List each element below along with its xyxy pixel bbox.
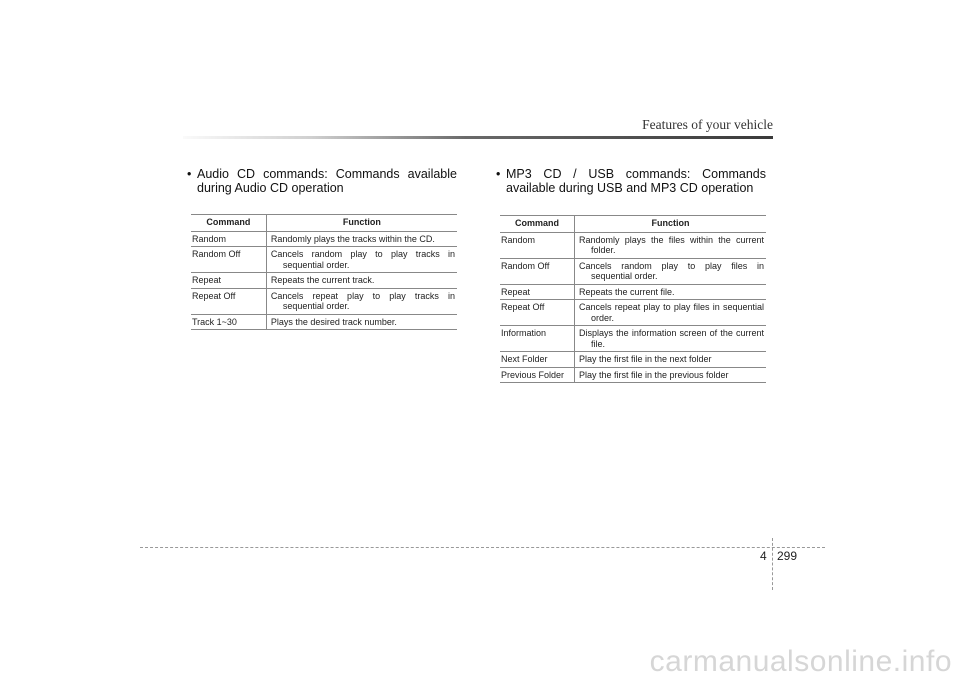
bullet-icon: • xyxy=(496,167,501,181)
audio-cd-commands-table xyxy=(191,214,457,330)
table-row xyxy=(500,232,766,258)
function-cell: Play the first file in the previous folder xyxy=(574,367,766,383)
function-cell: Repeats the current track. xyxy=(266,273,457,289)
command-cell: Random Off xyxy=(500,258,574,284)
command-cell: Repeat Off xyxy=(500,300,574,326)
command-cell: Track 1~30 xyxy=(191,314,266,330)
function-cell: Cancels random play to play files in sequential order. xyxy=(574,258,766,284)
right-column xyxy=(492,167,766,383)
command-cell: Random xyxy=(500,232,574,258)
column-header-function: Function xyxy=(266,215,457,232)
command-cell: Repeat xyxy=(500,284,574,300)
table-row xyxy=(191,231,457,247)
table-row xyxy=(500,300,766,326)
function-cell: Randomly plays the files within the current folder. xyxy=(574,232,766,258)
command-cell: Previous Folder xyxy=(500,367,574,383)
table-row xyxy=(500,352,766,368)
command-cell: Next Folder xyxy=(500,352,574,368)
bullet-icon: • xyxy=(187,167,192,181)
command-cell: Information xyxy=(500,326,574,352)
mp3-usb-intro: • MP3 CD / USB commands: Commands available during USB and MP3 CD operation xyxy=(496,167,766,195)
command-cell: Repeat xyxy=(191,273,266,289)
page-number-divider xyxy=(772,538,773,590)
audio-cd-intro: • Audio CD commands: Commands available during Audio CD operation xyxy=(187,167,457,195)
page-number: 299 xyxy=(777,549,798,563)
table-row xyxy=(500,367,766,383)
command-cell: Random xyxy=(191,231,266,247)
function-cell: Randomly plays the tracks within the CD. xyxy=(266,231,457,247)
function-cell: Cancels random play to play tracks in sequential order. xyxy=(266,247,457,273)
header-rule xyxy=(183,136,773,139)
table-row xyxy=(191,273,457,289)
header-title: Features of your vehicle xyxy=(642,117,773,132)
left-column xyxy=(183,167,457,330)
table-header-row xyxy=(191,215,457,232)
function-cell: Play the first file in the next folder xyxy=(574,352,766,368)
command-cell: Repeat Off xyxy=(191,288,266,314)
function-cell: Cancels repeat play to play tracks in sequential order. xyxy=(266,288,457,314)
table-row xyxy=(500,284,766,300)
table-row xyxy=(191,288,457,314)
function-cell: Plays the desired track number. xyxy=(266,314,457,330)
column-header-command: Command xyxy=(500,216,574,233)
table-header-row xyxy=(500,216,766,233)
chapter-number: 4 xyxy=(760,549,767,563)
watermark: carmanualsonline.info xyxy=(649,645,952,678)
table-row xyxy=(191,314,457,330)
table-row xyxy=(500,326,766,352)
table-row xyxy=(191,247,457,273)
mp3-usb-commands-table xyxy=(500,215,766,383)
column-header-function: Function xyxy=(574,216,766,233)
function-cell: Displays the information screen of the current file. xyxy=(574,326,766,352)
function-cell: Cancels repeat play to play files in sequential order. xyxy=(574,300,766,326)
command-cell: Random Off xyxy=(191,247,266,273)
bottom-divider xyxy=(140,547,825,548)
table-row xyxy=(500,258,766,284)
function-cell: Repeats the current file. xyxy=(574,284,766,300)
column-header-command: Command xyxy=(191,215,266,232)
